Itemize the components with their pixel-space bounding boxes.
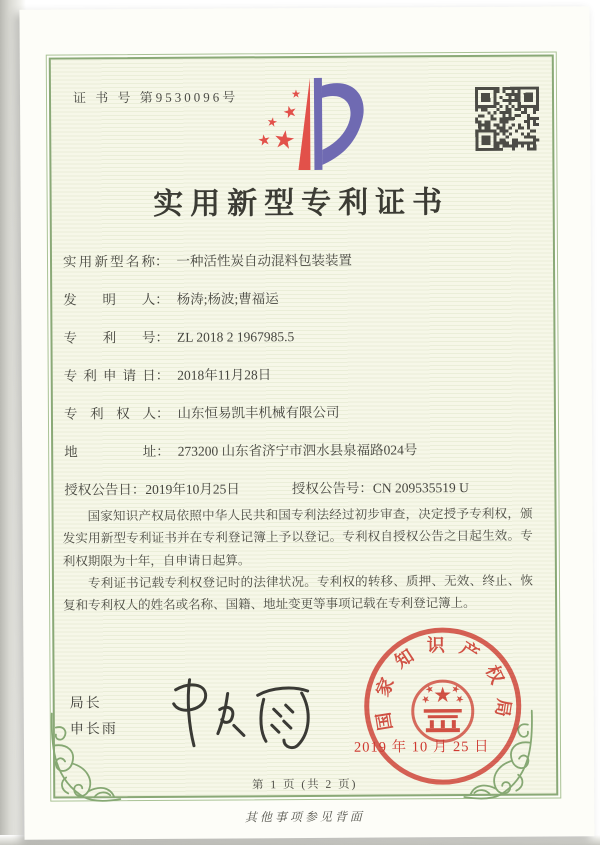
field-label: 专利申请日 [63,367,156,384]
certificate-page [19,6,594,839]
legal-paragraph-1: 国家知识产权局依照中华人民共和国专利法经过初步审查，决定授予专利权，颁发实用新型专利证书并在专利登记簿上予以登记。专利权自授权公告之日起生效。专利权期限为十年，自申请日起算。 [62,506,533,568]
handwritten-signature-icon [154,673,324,756]
field-filing-date: 专利申请日： 2018年11月28日 [64,364,544,405]
field-label: 发明人 [63,291,156,308]
signer-block [70,691,118,743]
field-inventors: 发明人： 杨涛;杨波;曹福运 [63,288,543,329]
field-name: 实用新型名称： 一种活性炭自动混料包装装置 [63,250,543,291]
signer-name: 申长雨 [69,722,118,738]
national-emblem-icon [413,681,473,741]
cnipa-logo-icon [252,74,373,179]
page-number: 第 1 页 (共 2 页) [251,778,358,792]
qr-code [475,87,539,151]
certificate-title: 实用新型专利证书 [153,186,450,221]
field-patentee: 专利权人： 山东恒易凯丰机械有限公司 [64,402,544,443]
field-value: ZL 2018 2 1967985.5 [176,329,295,345]
legal-text [62,503,533,617]
grant-no: CN 209535519 U [372,480,469,496]
signer-title: 局长 [69,696,102,712]
back-note: 其他事项参见背面 [244,809,365,825]
grant-row: 授权公告日：2019年10月25日 授权公告号：CN 209535519 U [64,480,469,498]
legal-paragraph-2: 专利证书记载专利权登记时的法律状况。专利权的转移、质押、无效、终止、恢复和专利权人的姓名或名称、国籍、地址变更等事项记载在专利登记簿上。 [63,573,534,613]
field-label: 地址 [64,443,157,460]
grant-date-label: 授权公告日 [64,482,132,498]
field-label: 实用新型名称 [62,253,156,270]
field-value: 山东恒易凯丰机械有限公司 [177,404,340,421]
field-address: 地址： 273200 山东省济宁市泗水县泉福路024号 [64,440,544,481]
grant-no-label: 授权公告号 [291,480,360,497]
field-value: 一种活性炭自动混料包装装置 [176,252,353,269]
cnipa-round-seal [359,623,526,790]
field-label: 专利权人 [63,405,156,422]
seal-text: 国家知识产权局 [371,635,515,732]
certificate-number: 证 书 号 第9530096号 [72,89,239,106]
grant-date: 2019年10月25日 [145,481,240,497]
field-value: 杨涛;杨波;曹福运 [176,291,279,307]
field-label: 专利号 [63,329,156,346]
seal-date: 2019 年 10 月 25 日 [353,738,490,756]
field-value: 273200 山东省济宁市泗水县泉福路024号 [177,442,418,459]
field-value: 2018年11月28日 [177,367,272,383]
field-list [63,250,544,481]
field-patent-no: 专利号： ZL 2018 2 1967985.5 [63,326,543,367]
